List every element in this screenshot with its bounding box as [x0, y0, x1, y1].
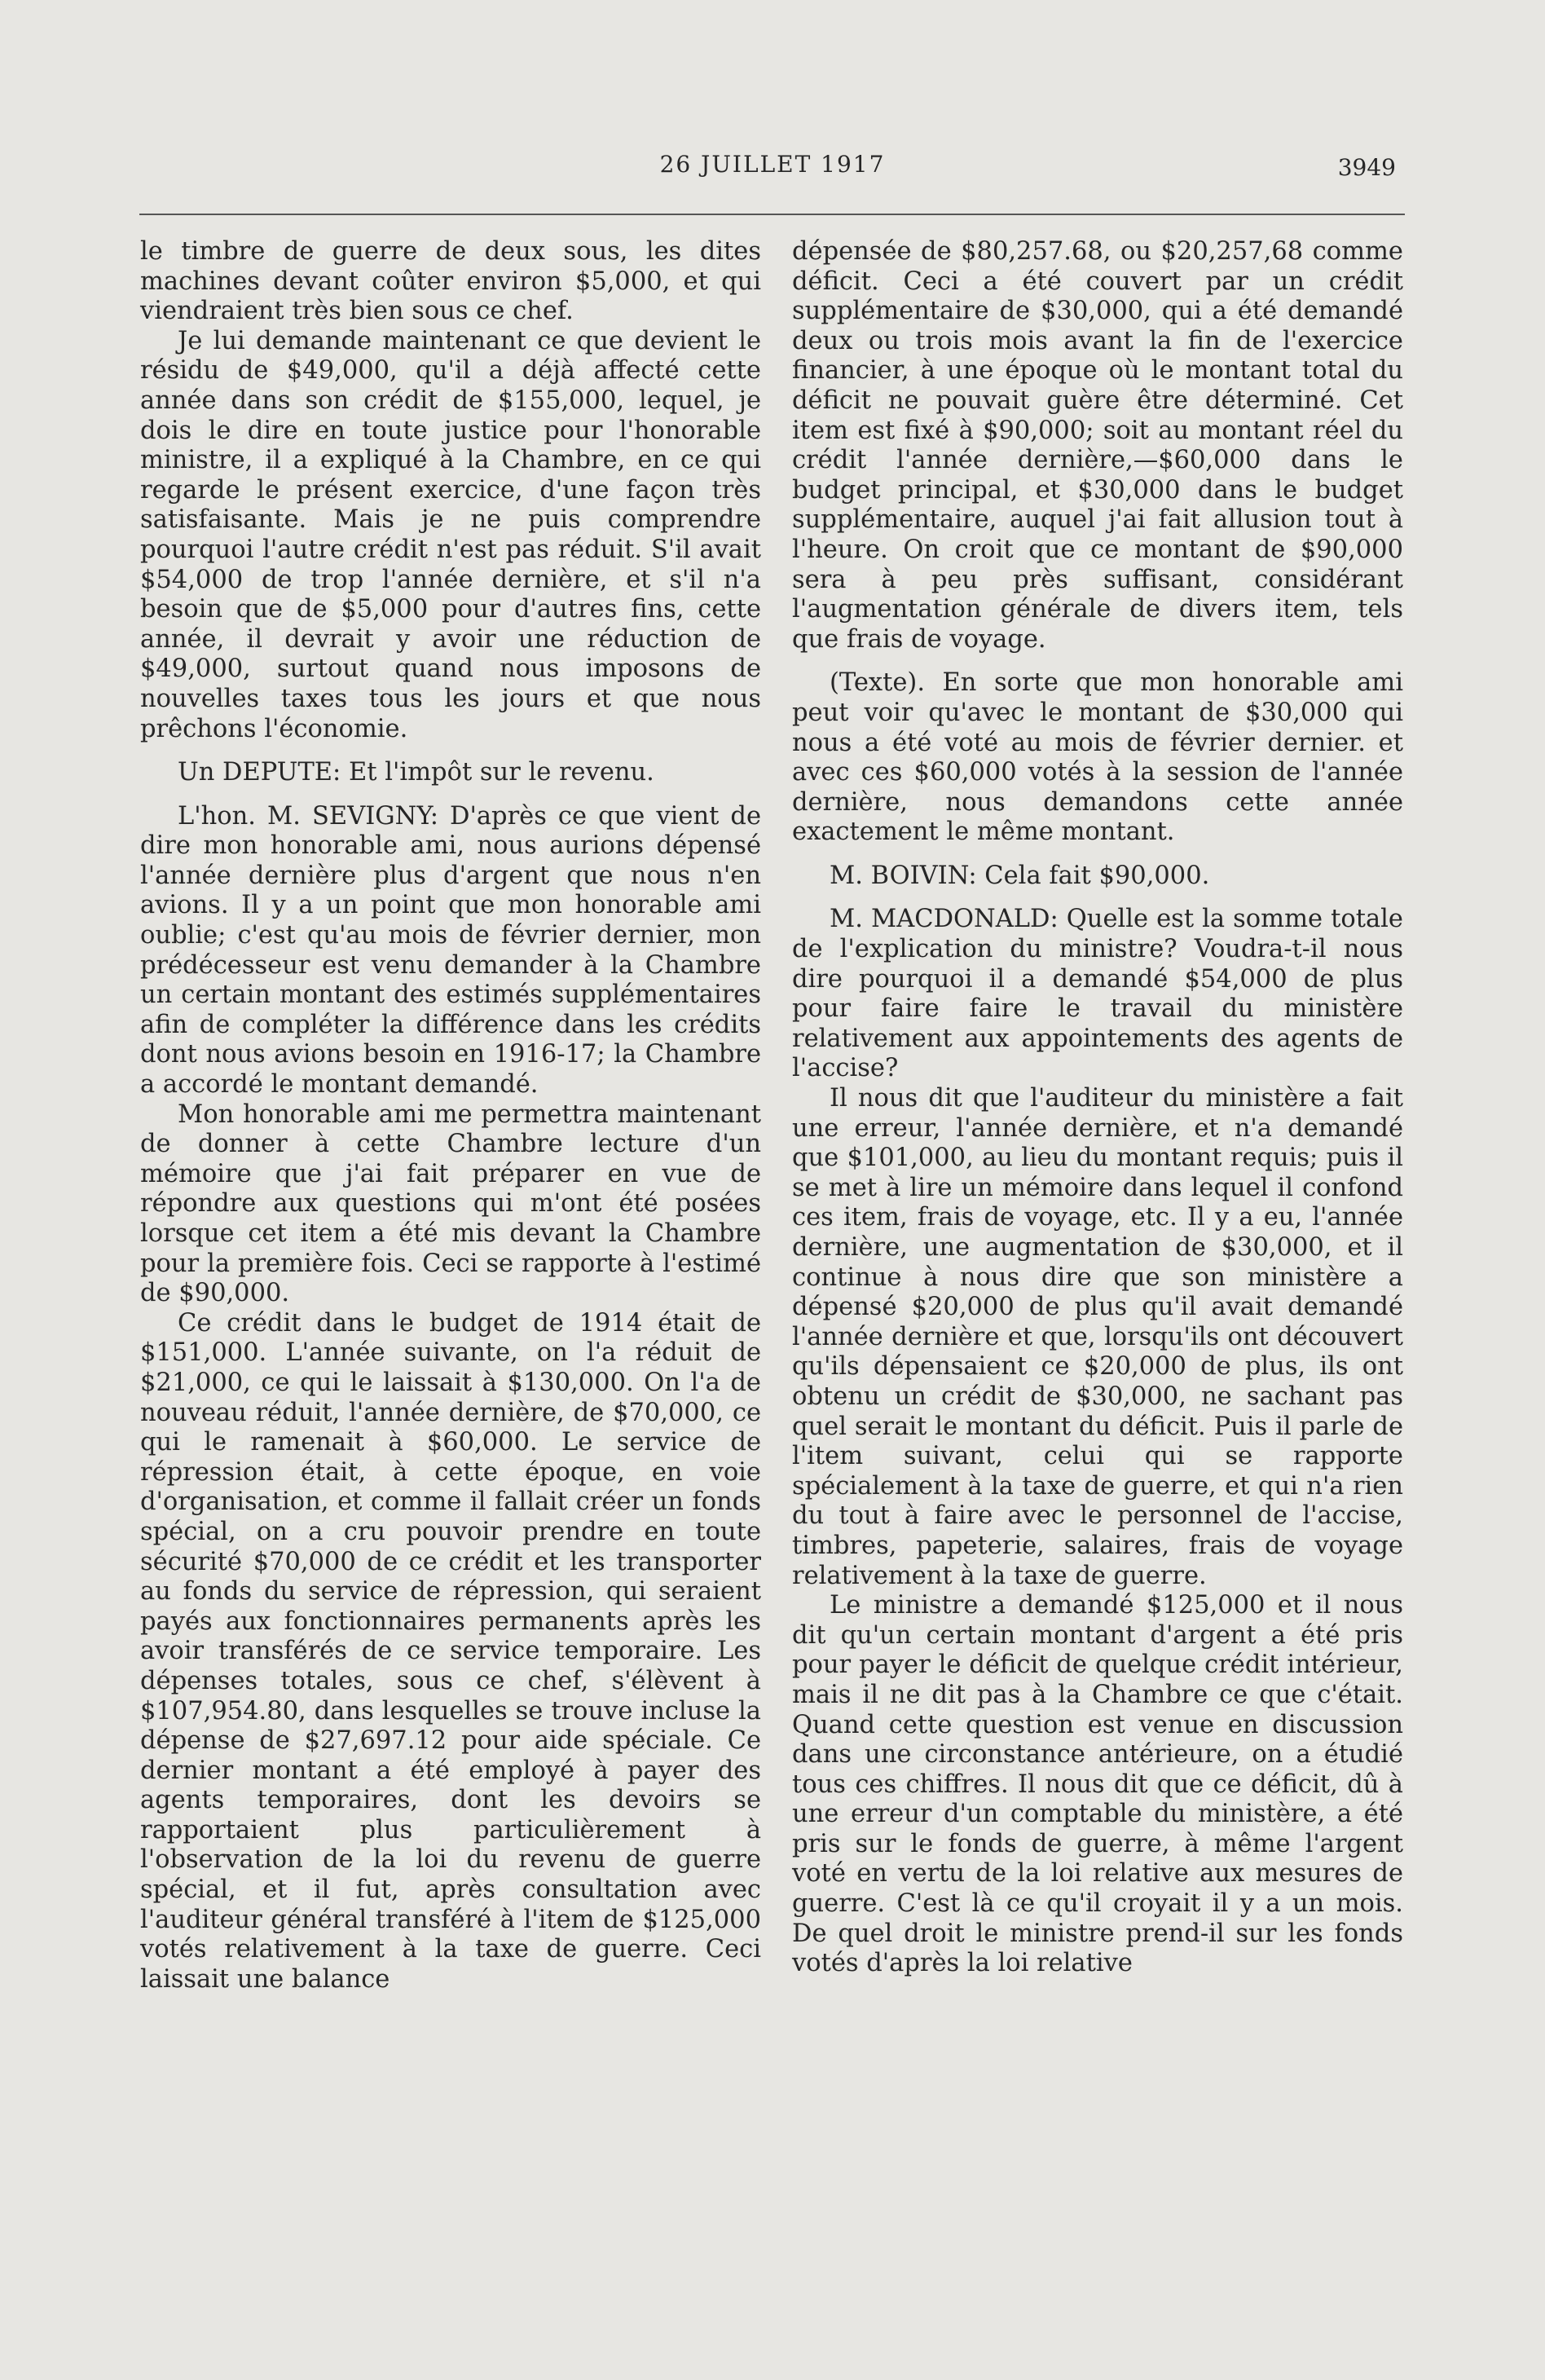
paragraph: M. MACDONALD: Quelle est la somme totale de l'explication du ministre? Voudra-t-il nous dire pourquoi il a demandé $54,000 de plus pour faire faire le travail du ministère relativement aux appointements des agents de l'accise? [792, 905, 1403, 1083]
page-header [0, 151, 1545, 183]
paragraph: Ce crédit dans le budget de 1914 était de $151,000. L'année suivante, on l'a réduit de $21,000, ce qui le laissait à $130,000. On l'a de nouveau réduit, l'année dernière, de $70,000, ce qui le ramenait à $60,000. Le service de répression était, à cette époque, en voie d'organisation, et comme il fallait créer un fonds spécial, on a cru pouvoir prendre en toute sécurité $70,000 de ce crédit et les transporter au fonds du service de répression, qui seraient payés aux fonctionnaires permanents après les avoir transférés de ce service temporaire. Les dépenses totales, sous ce chef, s'élèvent à $107,954.80, dans lesquelles se trouve incluse la dépense de $27,697.12 pour aide spéciale. Ce dernier montant a été employé à payer des agents temporaires, dont les devoirs se rapportaient plus particulièrement à l'observation de la loi du revenu de guerre spécial, et il fut, après consultation avec l'auditeur général transféré à l'item de $125,000 votés relativement à la taxe de guerre. Ceci laissait une balance [140, 1308, 761, 1994]
left-column [140, 237, 761, 1994]
paragraph: M. BOIVIN: Cela fait $90,000. [830, 861, 1210, 890]
page-number: 3949 [1337, 154, 1396, 181]
paragraph: dépensée de $80,257.68, ou $20,257,68 comme déficit. Ceci a été couvert par un crédit supplémentaire de $30,000, qui a été demandé deux ou trois mois avant la fin de l'exercice financier, à une époque où le montant total du déficit ne pouvait guère être déterminé. Cet item est fixé à $90,000; soit au montant réel du crédit l'année dernière,—$60,000 dans le budget principal, et $30,000 dans le budget supplémentaire, auquel j'ai fait allusion tout à l'heure. On croit que ce montant de $90,000 sera à peu près suffisant, considérant l'augmentation générale de divers item, tels que frais de voyage. [792, 237, 1403, 654]
paragraph: L'hon. M. SEVIGNY: D'après ce que vient de dire mon honorable ami, nous aurions dépensé l'année dernière plus d'argent que nous n'en avions. Il y a un point que mon honorable ami oublie; c'est qu'au mois de février dernier, mon prédécesseur est venu demander à la Chambre un certain montant des estimés supplémentaires afin de compléter la différence dans les crédits dont nous avions besoin en 1916-17; la Chambre a accordé le montant demandé. [140, 801, 761, 1100]
paragraph: Le ministre a demandé $125,000 et il nous dit qu'un certain montant d'argent a été pris pour payer le déficit de quelque crédit intérieur, mais il ne dit pas à la Chambre ce que c'était. Quand cette question est venue en discussion dans une circonstance antérieure, on a étudié tous ces chiffres. Il nous dit que ce déficit, dû à une erreur d'un comptable du ministère, a été pris sur le fonds de guerre, à même l'argent voté en vertu de la loi relative aux mesures de guerre. C'est là ce qu'il croyait il y a un mois. De quel droit le ministre prend-il sur les fonds votés d'après la loi relative [792, 1591, 1403, 1978]
paragraph: le timbre de guerre de deux sous, les dites machines devant coûter environ $5,000, et qui viendraient très bien sous ce chef. [140, 237, 761, 326]
page-date: 26 JUILLET 1917 [659, 151, 886, 178]
paragraph: Je lui demande maintenant ce que devient le résidu de $49,000, qu'il a déjà affecté cette année dans son crédit de $155,000, lequel, je dois le dire en toute justice pour l'honorable ministre, il a expliqué à la Chambre, en ce qui regarde le présent exercice, d'une façon très satisfaisante. Mais je ne puis comprendre pourquoi l'autre crédit n'est pas réduit. S'il avait $54,000 de trop l'année dernière, et s'il n'a besoin que de $5,000 pour d'autres fins, cette année, il devrait y avoir une réduction de $49,000, surtout quand nous imposons de nouvelles taxes tous les jours et que nous prêchons l'économie. [140, 326, 761, 743]
right-column [792, 237, 1403, 1979]
paragraph: Un DEPUTE: Et l'impôt sur le revenu. [178, 758, 654, 787]
paragraph: Mon honorable ami me permettra maintenant de donner à cette Chambre lecture d'un mémoire que j'ai fait préparer en vue de répondre aux questions qui m'ont été posées lorsque cet item a été mis devant la Chambre pour la première fois. Ceci se rapporte à l'estimé de $90,000. [140, 1100, 761, 1308]
paragraph: Il nous dit que l'auditeur du ministère a fait une erreur, l'année dernière, et n'a demandé que $101,000, au lieu du montant requis; puis il se met à lire un mémoire dans lequel il confond ces item, frais de voyage, etc. Il y a eu, l'année dernière, une augmentation de $30,000, et il continue à nous dire que son ministère a dépensé $20,000 de plus qu'il avait demandé l'année dernière et que, lorsqu'ils ont découvert qu'ils dépensaient ce $20,000 de plus, ils ont obtenu un crédit de $30,000, ne sachant pas quel serait le montant du déficit. Puis il parle de l'item suivant, celui qui se rapporte spécialement à la taxe de guerre, et qui n'a rien du tout à faire avec le personnel de l'accise, timbres, papeterie, salaires, frais de voyage relativement à la taxe de guerre. [792, 1084, 1403, 1590]
header-rule [139, 214, 1405, 215]
paragraph: (Texte). En sorte que mon honorable ami peut voir qu'avec le montant de $30,000 qui nous a été voté au mois de février dernier. et avec ces $60,000 votés à la session de l'année dernière, nous demandons cette année exactement le même montant. [792, 668, 1403, 847]
